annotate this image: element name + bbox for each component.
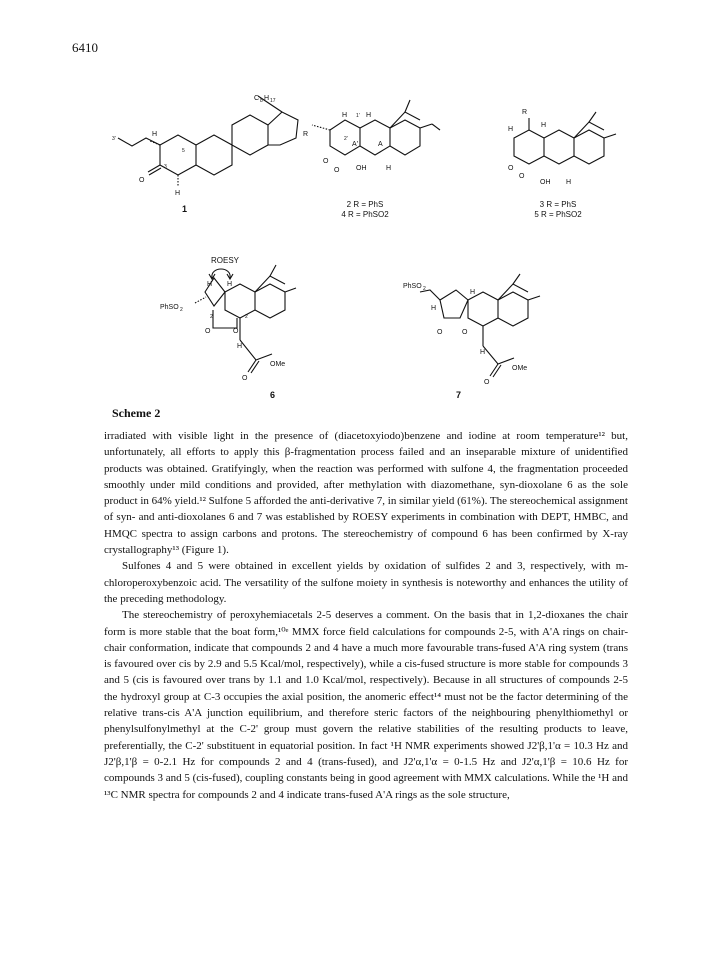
svg-text:PhSO: PhSO [403,283,422,290]
body-text [104,428,628,803]
svg-text:O: O [437,329,443,336]
svg-text:H: H [386,165,392,172]
compound-1-number: 1 [182,204,188,214]
svg-text:O: O [233,328,239,335]
compound-2-caption: 2 R = PhS [346,200,384,209]
roesy-label: ROESY [210,256,239,265]
scheme-structures [0,0,720,440]
svg-text:H: H [480,349,486,356]
svg-text:H: H [508,126,514,133]
svg-text:H: H [175,190,181,197]
compound-1-structure [118,96,298,186]
svg-text:O: O [484,379,490,386]
svg-text:A: A [378,141,383,148]
svg-text:O: O [242,375,248,382]
svg-text:3: 3 [164,164,167,170]
svg-text:C: C [254,95,260,102]
compound-3-caption: 3 R = PhS [539,200,577,209]
svg-text:R: R [522,109,528,116]
paragraph-1: irradiated with visible light in the presence of (diacetoxyiodo)benzene and iodine at room temperature¹² but, unfortunately, all efforts to apply this β-fragmentation process failed and an inseparable mixture of unidentified products was obtained. Gratifyingly, when the reaction was performed with sulfone 4, the fragmentation proceeded smoothly under mild conditions and provided, after methylation with diazomethane, syn-dioxolane 6 as the sole product in 64% yield.¹² Sulfone 5 afforded the anti-derivative 7, in similar yield (61%). The stereochemical assignment of syn- and anti-dioxolanes 6 and 7 was established by ROESY experiments in combination with DEPT, HMBC, and HMQC spectra to assign carbons and protons. The stereochemistry of compound 6 has been confirmed by X-ray crystallography¹³ (Figure 1). [104,430,628,557]
svg-text:R: R [303,131,309,138]
compound-7-structure [420,274,540,377]
svg-text:H: H [470,289,476,296]
svg-text:17: 17 [270,98,276,104]
svg-text:H: H [237,343,243,350]
page-number: 6410 [72,40,98,55]
svg-text:2': 2' [210,314,214,320]
svg-text:O: O [139,177,145,184]
svg-text:O: O [508,165,514,172]
paragraph-3: The stereochemistry of peroxyhemiacetals 2-5 deserves a comment. On the basis that in 1,2-dioxanes the chair form is more stable that the boat form,¹⁰ᵉ MMX force field calculations for compounds 2-5, with A'A rings on chair-chair conformation, indicate that compounds 2 and 4 have a much more favourable trans-fused A'A ring system (trans is favoured over cis by 2.9 and 5.5 Kcal/mol, respectively), while a cis-fused structure is more stable for compounds 3 and 5 (cis is favoured over trans by 1.1 and 1.0 Kcal/mol, respectively). Because in all structures of compounds 2-5 the hydroxyl group at C-3 occupies the axial position, the anomeric effect¹⁴ must not be the factor determining of the relative trans-cis A'A junction equilibrium, and therefore steric factors of the neighbouring phenylthiomethyl or phenylsulfonylmethyl at the C-2' group must govern the relative stabilities of the resulting products to leave, preferentially, the C-2' substituent in equatorial position. In fact ¹H NMR experiments showed J2'β,1'α = 10.3 Hz and J2'β,1'β = 0-2.1 Hz for compounds 2 and 4 (trans-fused), and J2'α,1'α = 0-1.5 Hz and J2'α,1'β = 10.6 Hz for compounds 3 and 5 (cis-fused), coupling constants being in good agreement with MMX calculations. While the ¹H and ¹³C NMR spectra for compounds 2 and 4 indicate trans-fused A'A rings as the sole structure, [104,609,628,801]
svg-text:OH: OH [356,165,367,172]
svg-text:H: H [366,112,372,119]
svg-text:H: H [227,281,233,288]
svg-text:3': 3' [112,136,116,142]
svg-text:2: 2 [245,314,248,320]
svg-text:H: H [566,179,572,186]
svg-text:2: 2 [180,307,183,313]
svg-text:O: O [334,167,340,174]
compound-5-caption: 5 R = PhSO2 [534,210,582,219]
svg-text:2: 2 [423,286,426,292]
scheme-2-figure [0,0,720,440]
svg-text:PhSO: PhSO [160,304,179,311]
svg-text:OH: OH [540,179,551,186]
svg-text:5: 5 [182,148,185,154]
compound-2-4-structure [312,100,440,155]
svg-text:A': A' [352,141,359,148]
compound-6-number: 6 [270,390,276,400]
svg-text:H: H [431,305,437,312]
svg-text:O: O [519,173,525,180]
svg-text:8: 8 [260,98,263,104]
svg-text:H: H [264,95,270,102]
compound-3-5-caption [528,200,588,220]
svg-text:H: H [207,281,213,288]
paragraph-2: Sulfones 4 and 5 were obtained in excellent yields by oxidation of sulfides 2 and 3, respectively, with m-chloroperoxybenzoic acid. The versatility of the sulfone moiety in synthesis is noteworthy and enhances the utility of the preceding methodology. [104,560,628,605]
scheme-label: Scheme 2 [112,406,161,420]
compound-3-5-structure [514,112,616,164]
svg-text:OMe: OMe [270,361,286,368]
svg-text:O: O [462,329,468,336]
svg-text:H: H [152,131,158,138]
compound-4-caption: 4 R = PhSO2 [341,210,389,219]
svg-text:O: O [323,158,329,165]
svg-text:2': 2' [344,136,348,142]
svg-text:1': 1' [356,113,360,119]
svg-text:H: H [541,122,547,129]
compound-2-4-caption [335,200,395,220]
svg-text:OMe: OMe [512,365,528,372]
svg-text:H: H [342,112,348,119]
svg-text:O: O [205,328,211,335]
compound-7-number: 7 [456,390,462,400]
